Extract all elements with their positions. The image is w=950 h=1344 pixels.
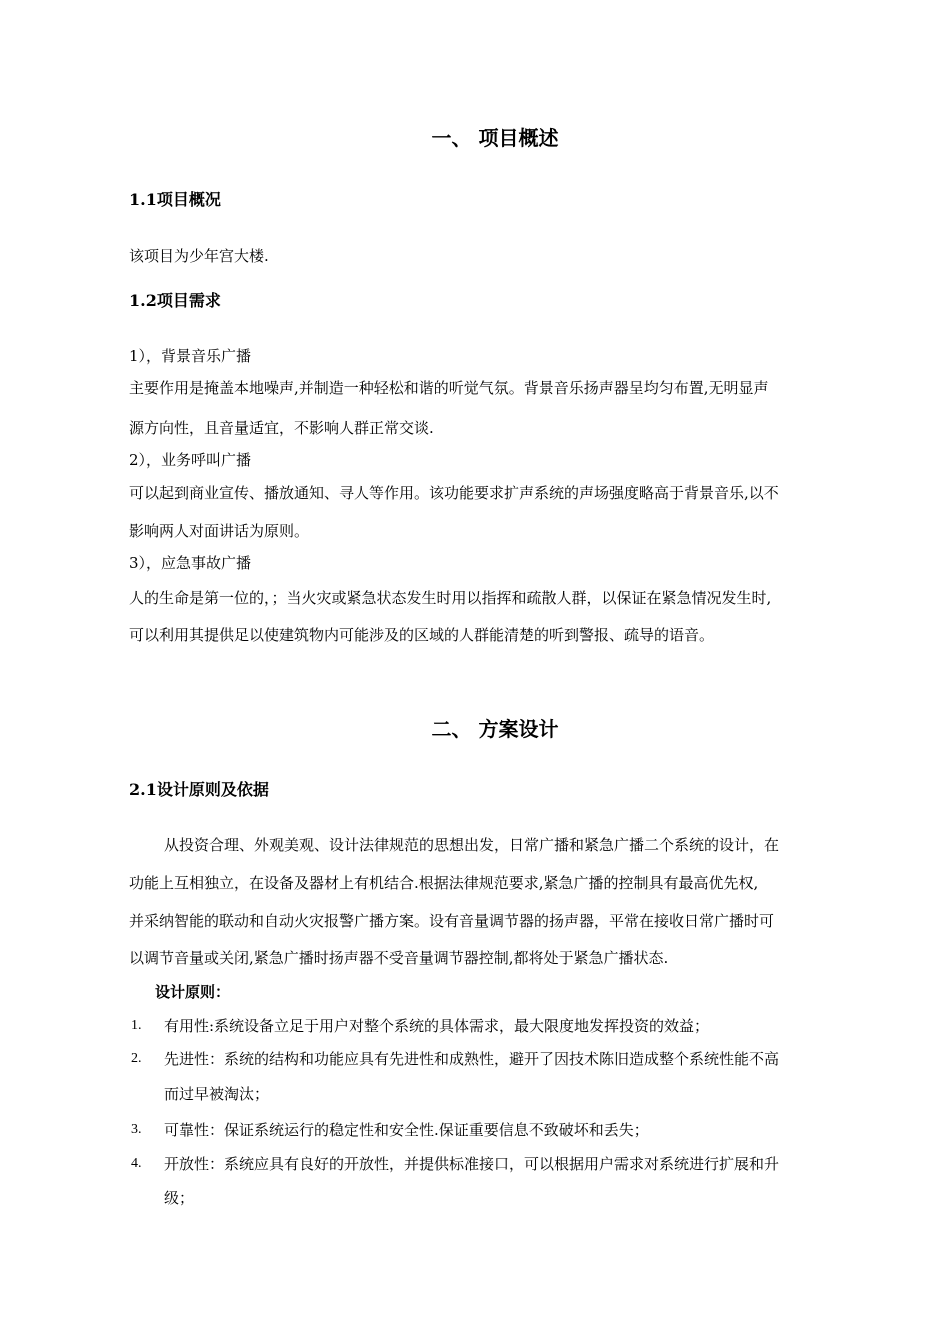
principle-3-number: 3. <box>131 1122 142 1137</box>
principles-label: 设计原则： <box>155 983 231 1001</box>
item-3-title: 3），应急事故广播 <box>129 554 252 572</box>
principle-2-number: 2. <box>131 1051 142 1066</box>
principle-4-text-cont: 级； <box>164 1189 195 1207</box>
item-1-line-2: 源方向性，且音量适宜，不影响人群正常交谈. <box>129 419 434 437</box>
principle-2-text-cont: 而过早被淘汰； <box>164 1085 270 1103</box>
paragraph-line-1: 从投资合理、外观美观、设计法律规范的思想出发，日常广播和紧急广播二个系统的设计，在 <box>164 836 780 854</box>
heading-1-1: 1.1项目概况 <box>129 190 221 209</box>
principle-1-text: 有用性:系统设备立足于用户对整个系统的具体需求，最大限度地发挥投资的效益； <box>164 1017 710 1035</box>
heading-1-2: 1.2项目需求 <box>129 291 221 310</box>
paragraph-line-4: 以调节音量或关闭,紧急广播时扬声器不受音量调节器控制,都将处于紧急广播状态. <box>129 949 669 967</box>
section-2-title: 二、 方案设计 <box>431 717 559 741</box>
item-3-line-1: 人的生命是第一位的，；当火灾或紧急状态发生时用以指挥和疏散人群，以保证在紧急情况发生时, <box>129 589 772 607</box>
item-2-line-2: 影响两人对面讲话为原则。 <box>129 522 310 540</box>
principle-4-number: 4. <box>131 1156 142 1171</box>
item-2-line-1: 可以起到商业宣传、播放通知、寻人等作用。该功能要求扩声系统的声场强度略高于背景音乐,以不 <box>129 484 779 502</box>
section-1-title: 一、 项目概述 <box>431 126 559 150</box>
paragraph-line-3: 并采纳智能的联动和自动火灾报警广播方案。设有音量调节器的扬声器，平常在接收日常广播时可 <box>129 912 775 930</box>
heading-2-1: 2.1设计原则及依据 <box>129 780 269 799</box>
paragraph-1-1: 该项目为少年宫大楼. <box>129 247 269 265</box>
principle-4-text: 开放性：系统应具有良好的开放性，并提供标准接口，可以根据用户需求对系统进行扩展和升 <box>164 1155 780 1173</box>
paragraph-line-2: 功能上互相独立，在设备及器材上有机结合.根据法律规范要求,紧急广播的控制具有最高优先权, <box>129 874 759 892</box>
item-2-title: 2），业务呼叫广播 <box>129 451 252 469</box>
item-3-line-2: 可以利用其提供足以使建筑物内可能涉及的区域的人群能清楚的听到警报、疏导的语音。 <box>129 626 715 644</box>
item-1-title: 1），背景音乐广播 <box>129 347 252 365</box>
item-1-line-1: 主要作用是掩盖本地噪声,并制造一种轻松和谐的听觉气氛。背景音乐扬声器呈均匀布置,无明显声 <box>129 379 769 397</box>
principle-2-text: 先进性：系统的结构和功能应具有先进性和成熟性，避开了因技术陈旧造成整个系统性能不高 <box>164 1050 780 1068</box>
principle-3-text: 可靠性：保证系统运行的稳定性和安全性.保证重要信息不致破坏和丢失； <box>164 1121 649 1139</box>
principle-1-number: 1. <box>131 1018 142 1033</box>
